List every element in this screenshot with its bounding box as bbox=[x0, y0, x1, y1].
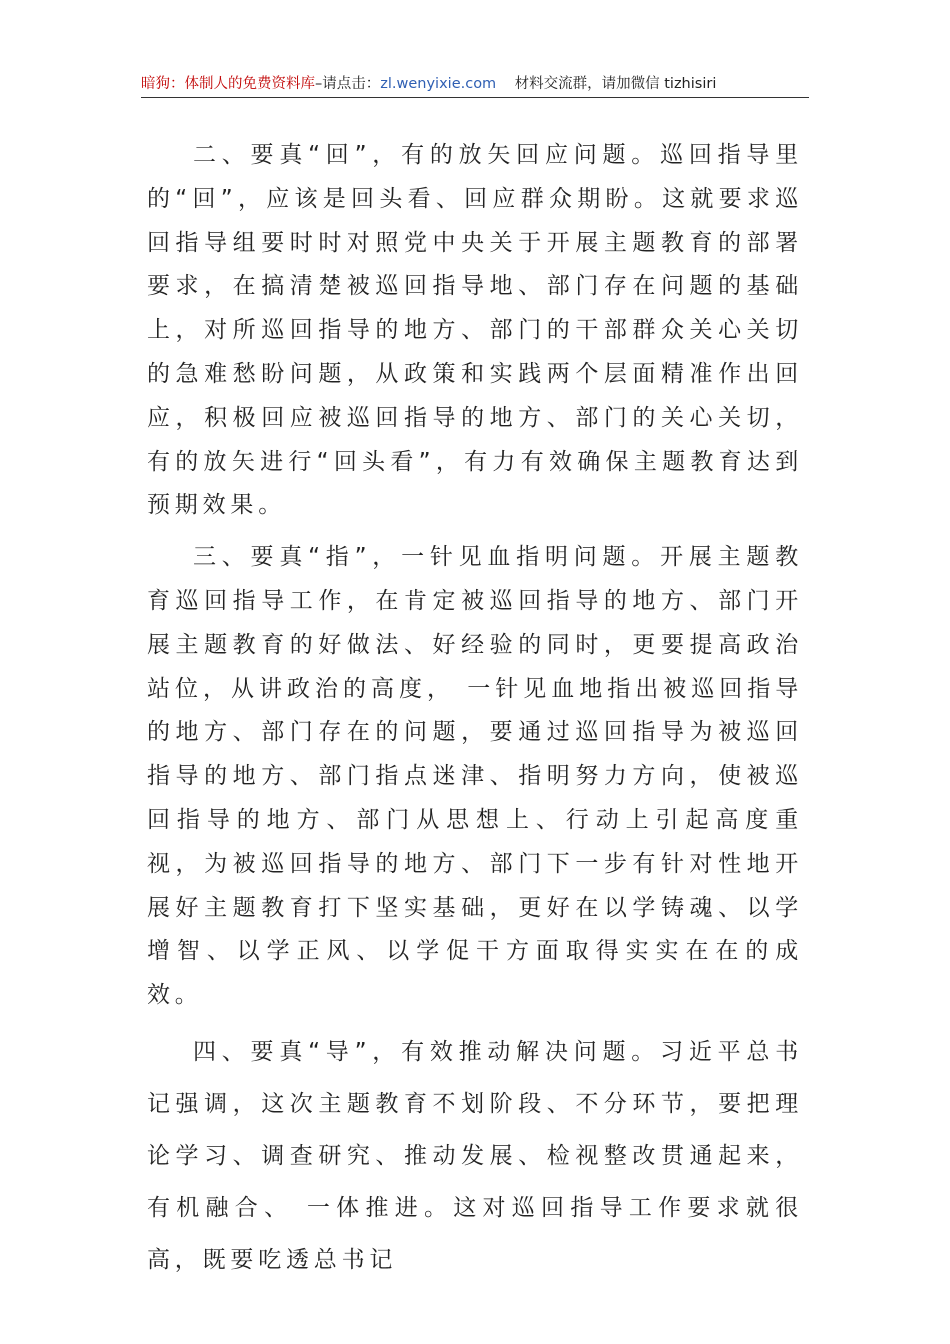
paragraph-section-3: 三、要真“指”，一针见血指明问题。开展主题教育巡回指导工作，在肯定被巡回指导的地方、部门开展主题教育的好做法、好经验的同时，更要提高政治站位，从讲政治的高度， 一针见血地指出被巡回指导的地方、部门存在的问题，要通过巡回指导为被巡回指导的地方、部门指点迷津、指明努力方向，使被巡回指导的地方、部门从思想上、行动上引起高度重视，为被巡回指导的地方、部门下一步有针对性地开展好主题教育打下坚实基础，更好在以学铸魂、以学增智、以学正风、以学促干方面取得实实在在的成效。 bbox=[147, 544, 803, 1009]
page-header bbox=[141, 72, 809, 96]
document-body bbox=[147, 134, 803, 1286]
header-url-link[interactable]: zl.wenyixie.com bbox=[380, 76, 497, 92]
header-brand-text: 暗狗：体制人的免费资料库 bbox=[141, 76, 315, 92]
paragraph-section-4: 四、要真“导”，有效推动解决问题。习近平总书记强调，这次主题教育不划阶段、不分环节，要把理论学习、调查研究、推动发展、检视整改贯通起来，有机融合、 一体推进。这对巡回指导工作要求就很高，既要吃透总书记 bbox=[147, 1038, 803, 1273]
header-divider bbox=[141, 97, 809, 98]
paragraph-section-2: 二、要真“回”，有的放矢回应问题。巡回指导里的“回”，应该是回头看、回应群众期盼。这就要求巡回指导组要时时对照党中央关于开展主题教育的部署要求，在搞清楚被巡回指导地、部门存在问题的基础上，对所巡回指导的地方、部门的干部群众关心关切的急难愁盼问题，从政策和实践两个层面精准作出回应，积极回应被巡回指导的地方、部门的关心关切，有的放矢进行“回头看”，有力有效确保主题教育达到预期效果。 bbox=[147, 142, 803, 519]
header-wechat-text: 材料交流群，请加微信 tizhisiri bbox=[514, 76, 717, 92]
header-click-prompt: –请点击： bbox=[315, 76, 381, 92]
